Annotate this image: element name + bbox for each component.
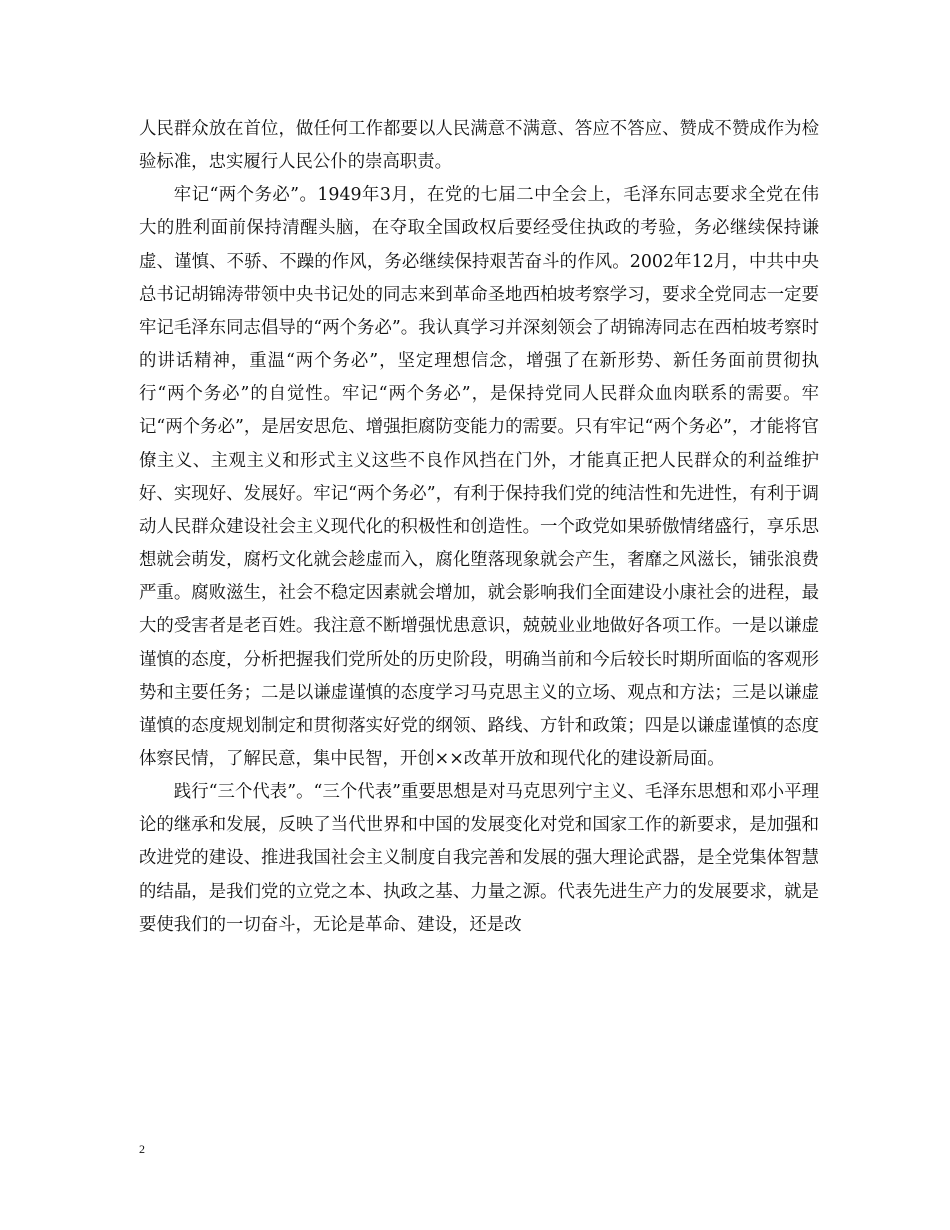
- paragraph-1: 人民群众放在首位，做任何工作都要以人民满意不满意、答应不答应、赞成不赞成作为检验标准，忠实履行人民公仆的崇高职责。: [139, 119, 819, 173]
- page-number: 2: [139, 1142, 145, 1156]
- paragraph-2: 牢记“两个务必”。1949年3月，在党的七届二中全会上，毛泽东同志要求全党在伟大的胜利面前保持清醒头脑，在夺取全国政权后要经受住执政的考验，务必继续保持谦虚、谨慎、不骄、不躁的作风，务必继续保持艰苦奋斗的作风。2002年12月，中共中央总书记胡锦涛带领中央书记处的同志来到革命圣地西柏坡考察学习，要求全党同志一定要牢记毛泽东同志倡导的“两个务必”。我认真学习并深刻领会了胡锦涛同志在西柏坡考察时的讲话精神，重温“两个务必”，坚定理想信念，增强了在新形势、新任务面前贯彻执行“两个务必”的自觉性。牢记“两个务必”，是保持党同人民群众血肉联系的需要。牢记“两个务必”，是居安思危、增强拒腐防变能力的需要。只有牢记“两个务必”，才能将官僚主义、主观主义和形式主义这些不良作风挡在门外，才能真正把人民群众的利益维护好、实现好、发展好。牢记“两个务必”，有利于保持我们党的纯洁性和先进性，有利于调动人民群众建设社会主义现代化的积极性和创造性。一个政党如果骄傲情绪盛行，享乐思想就会萌发，腐朽文化就会趁虚而入，腐化堕落现象就会产生，奢靡之风滋长，铺张浪费严重。腐败滋生，社会不稳定因素就会增加，就会影响我们全面建设小康社会的进程，最大的受害者是老百姓。我注意不断增强忧患意识，兢兢业业地做好各项工作。一是以谦虚谨慎的态度，分析把握我们党所处的历史阶段，明确当前和今后较长时期所面临的客观形势和主要任务；二是以谦虚谨慎的态度学习马克思主义的立场、观点和方法；三是以谦虚谨慎的态度规划制定和贯彻落实好党的纲领、路线、方针和政策；四是以谦虚谨慎的态度体察民情，了解民意，集中民智，开创××改革开放和现代化的建设新局面。: [139, 185, 819, 769]
- paragraph-3: 践行“三个代表”。“三个代表”重要思想是对马克思列宁主义、毛泽东思想和邓小平理论的继承和发展，反映了当代世界和中国的发展变化对党和国家工作的新要求，是加强和改进党的建设、推进我国社会主义制度自我完善和发展的强大理论武器，是全党集体智慧的结晶，是我们党的立党之本、执政之基、力量之源。代表先进生产力的发展要求，就是要使我们的一切奋斗，无论是革命、建设，还是改: [139, 782, 819, 935]
- body-text: [139, 113, 819, 942]
